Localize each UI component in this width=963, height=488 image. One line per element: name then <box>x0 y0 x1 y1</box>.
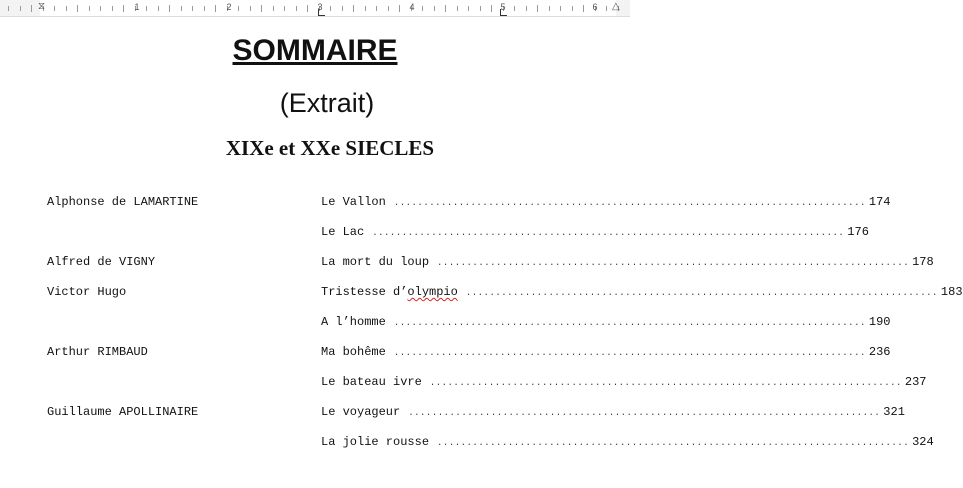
ruler-tick <box>537 5 538 12</box>
toc-entry <box>321 375 927 389</box>
toc-row <box>0 308 891 338</box>
toc-row <box>0 398 905 428</box>
ruler-tick <box>445 5 446 12</box>
ruler-number: 1 <box>134 2 140 12</box>
toc-leader-dots: ................................................................................ <box>437 258 910 268</box>
ruler-number: 3 <box>317 2 323 12</box>
toc-entry <box>321 225 869 239</box>
ruler-tick <box>583 5 584 12</box>
toc-page-number: 174 <box>868 195 891 209</box>
ruler-tick <box>146 6 147 11</box>
toc-entry <box>321 435 934 449</box>
toc-leader-dots: ................................................................................ <box>429 378 902 388</box>
toc-page-number: 236 <box>868 345 891 359</box>
ruler-tick <box>434 6 435 11</box>
toc-leader-dots: ................................................................................ <box>393 198 866 208</box>
ruler-tick <box>353 5 354 12</box>
ruler-number: 6 <box>592 2 598 12</box>
ruler-tick <box>457 6 458 11</box>
toc-leader-dots: ................................................................................ <box>408 408 881 418</box>
toc-author: Alfred de VIGNY <box>47 255 156 269</box>
toc-poem-title <box>321 285 458 299</box>
ruler-tick <box>100 6 101 11</box>
toc-author: Victor Hugo <box>47 285 127 299</box>
toc-leader-dots: ................................................................................ <box>437 438 910 448</box>
ruler-tick <box>549 6 550 11</box>
toc-row <box>0 278 963 308</box>
toc-row <box>0 218 869 248</box>
toc-page-number: 178 <box>912 255 934 269</box>
toc-poem-title: Le bateau ivre <box>321 375 422 389</box>
ruler-tick <box>181 6 182 11</box>
ruler-tick <box>399 5 400 12</box>
toc-entry <box>321 405 905 419</box>
ruler-tick <box>112 6 113 11</box>
toc-poem-title: A l’homme <box>321 315 386 329</box>
toc-author: Guillaume APOLLINAIRE <box>47 405 199 419</box>
toc-page-number: 237 <box>904 375 927 389</box>
ruler-tick <box>342 6 343 11</box>
toc-poem-title: La mort du loup <box>321 255 430 269</box>
toc-page-number: 321 <box>883 405 905 419</box>
toc-entry <box>321 195 891 209</box>
ruler-tick <box>330 6 331 11</box>
toc-entry <box>321 255 934 269</box>
toc-leader-dots: ................................................................................ <box>393 348 866 358</box>
toc-poem-title: Le Lac <box>321 225 365 239</box>
ruler-tick <box>250 6 251 11</box>
toc-entry <box>321 315 891 329</box>
toc-author: Arthur RIMBAUD <box>47 345 148 359</box>
ruler-tick <box>422 6 423 11</box>
ruler-tick <box>606 6 607 11</box>
first-line-indent-marker[interactable]: ⧖ <box>38 1 46 12</box>
ruler-tick <box>307 5 308 12</box>
ruler-tick <box>296 6 297 11</box>
document-subtitle: (Extrait) <box>279 88 375 118</box>
ruler-text-area <box>40 0 616 16</box>
toc-poem-title: Ma bohême <box>321 345 386 359</box>
toc-poem-title: La jolie rousse <box>321 435 430 449</box>
ruler-tick <box>514 6 515 11</box>
ruler-tick <box>273 6 274 11</box>
toc-page-number: 183 <box>940 285 963 299</box>
toc-poem-title: Le voyageur <box>321 405 401 419</box>
ruler-tick <box>491 5 492 12</box>
toc-leader-dots: ................................................................................ <box>465 288 938 298</box>
ruler-tick <box>20 6 21 11</box>
ruler-tick <box>480 6 481 11</box>
ruler-tick <box>284 6 285 11</box>
spelling-flagged-word[interactable]: olympio <box>407 285 458 299</box>
ruler-tick <box>123 5 124 12</box>
ruler-number: 4 <box>409 2 415 12</box>
ruler-tick <box>192 6 193 11</box>
toc-author: Alphonse de LAMARTINE <box>47 195 199 209</box>
ruler-number: 2 <box>226 2 232 12</box>
ruler-tick <box>204 6 205 11</box>
ruler-tick <box>365 6 366 11</box>
toc-row <box>0 248 934 278</box>
toc-poem-title-prefix: Tristesse d’ <box>321 285 408 299</box>
ruler-number: 5 <box>500 2 506 12</box>
ruler-tick <box>169 5 170 12</box>
ruler-tick <box>376 6 377 11</box>
right-indent-marker[interactable]: △ <box>612 1 620 12</box>
ruler-tick <box>215 5 216 12</box>
toc-row <box>0 338 891 368</box>
toc-row <box>0 188 891 218</box>
document-title: SOMMAIRE <box>232 34 398 67</box>
toc-row <box>0 368 927 398</box>
ruler-tick <box>261 5 262 12</box>
horizontal-ruler[interactable] <box>0 0 630 17</box>
ruler-tick <box>560 6 561 11</box>
ruler-tick <box>54 6 55 11</box>
toc-leader-dots: ................................................................................ <box>393 318 866 328</box>
toc-entry <box>321 345 891 359</box>
ruler-tick <box>77 5 78 12</box>
table-of-contents <box>0 188 963 458</box>
section-heading: XIXe et XXe SIECLES <box>225 136 435 160</box>
ruler-tick <box>238 6 239 11</box>
toc-page-number: 324 <box>912 435 934 449</box>
toc-row <box>0 428 934 458</box>
ruler-tick <box>8 6 9 11</box>
toc-entry <box>321 285 963 299</box>
toc-poem-title: Le Vallon <box>321 195 386 209</box>
ruler-tick <box>388 6 389 11</box>
ruler-tick <box>31 5 32 12</box>
ruler-tick <box>66 6 67 11</box>
toc-page-number: 190 <box>868 315 891 329</box>
toc-leader-dots: ................................................................................ <box>372 228 845 238</box>
ruler-tick <box>572 6 573 11</box>
toc-page-number: 176 <box>847 225 869 239</box>
ruler-tick <box>468 6 469 11</box>
ruler-tick <box>158 6 159 11</box>
ruler-tick <box>526 6 527 11</box>
ruler-tick <box>89 6 90 11</box>
